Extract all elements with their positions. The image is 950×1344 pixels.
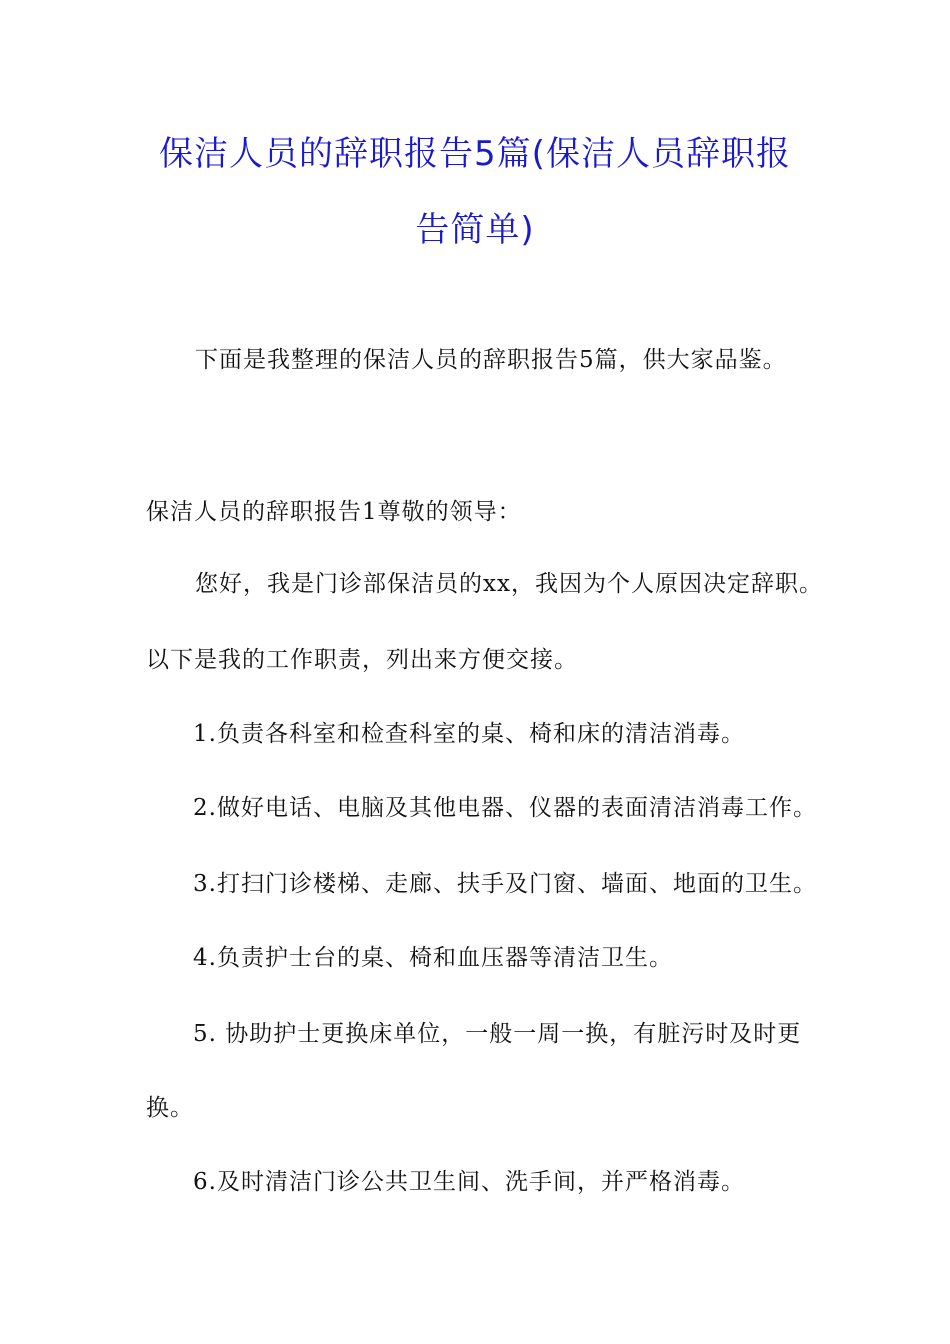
document-title-line-2: 告简单): [415, 210, 535, 250]
document-title-line-1: 保洁人员的辞职报告5篇(保洁人员辞职报: [159, 134, 791, 174]
paragraph-1-line-2: 以下是我的工作职责，列出来方便交接。: [146, 647, 578, 673]
duty-item-4: 4.负责护士台的桌、椅和血压器等清洁卫生。: [193, 945, 673, 971]
duty-item-3: 3.打扫门诊楼梯、走廊、扶手及门窗、墙面、地面的卫生。: [193, 871, 817, 897]
duty-item-2: 2.做好电话、电脑及其他电器、仪器的表面清洁消毒工作。: [193, 795, 817, 821]
report-heading-greeting: 保洁人员的辞职报告1尊敬的领导：: [146, 499, 522, 525]
duty-item-1: 1.负责各科室和检查科室的桌、椅和床的清洁消毒。: [193, 721, 745, 747]
duty-item-5-line-1: 5. 协助护士更换床单位，一般一周一换，有脏污时及时更: [193, 1021, 802, 1047]
intro-paragraph: 下面是我整理的保洁人员的辞职报告5篇，供大家品鉴。: [195, 347, 787, 373]
paragraph-1-line-1: 您好，我是门诊部保洁员的xx，我因为个人原因决定辞职。: [195, 571, 823, 597]
duty-item-6: 6.及时清洁门诊公共卫生间、洗手间，并严格消毒。: [193, 1169, 745, 1195]
duty-item-5-line-2: 换。: [146, 1095, 194, 1121]
